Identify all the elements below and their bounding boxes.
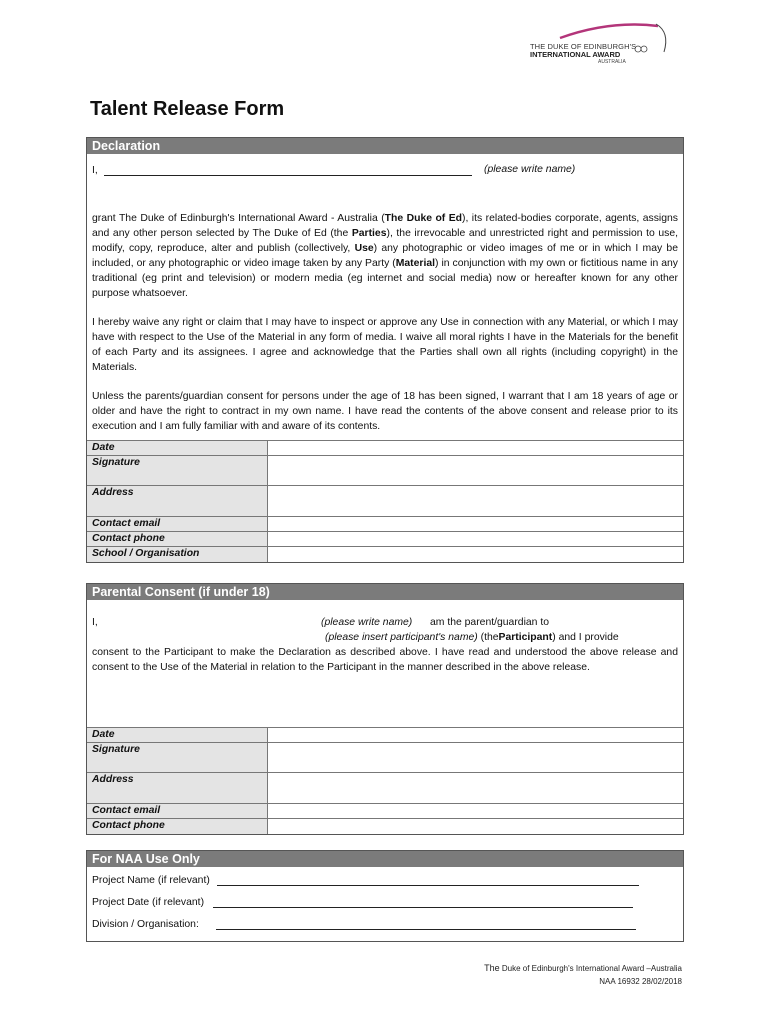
table-row bbox=[87, 547, 683, 562]
declaration-name-line bbox=[92, 164, 678, 179]
table-row bbox=[87, 532, 683, 547]
parent-field-label-contact-email: Contact email bbox=[87, 804, 267, 819]
table-row bbox=[87, 819, 683, 834]
parental-line-2 bbox=[92, 630, 678, 645]
footer-line1 bbox=[484, 963, 682, 973]
table-row bbox=[87, 804, 683, 819]
project-date-label: Project Date (if relevant) bbox=[92, 897, 205, 908]
contact-phone-field[interactable] bbox=[267, 532, 683, 547]
naa-row-project-date bbox=[92, 897, 678, 919]
p1-bold-use: Use bbox=[354, 243, 374, 254]
naa-row-project-name bbox=[92, 875, 678, 897]
field-label-signature: Signature bbox=[87, 456, 267, 486]
p1-text-c: ), its related-bodies corporate, agents, assigns and any other person selected by The Duke of Ed (the bbox=[92, 213, 678, 239]
declaration-paragraph-2: I hereby waive any right or claim that I may have to inspect or approve any Use in connection with any Material, or which I may have with respect to the Use of the Material in any form of media. I waive all moral rights I have in the Materials for the benefit of each Party and its assignees. I agree and acknowledge that the Parties shall own all rights (including copyright) in the Materials. bbox=[92, 317, 678, 373]
declaration-paragraph-1 bbox=[92, 211, 678, 301]
p1-text-e: ), the irrevocable and unrestricted right and permission to use, modify, copy, reproduce, alter and publish (collectively, bbox=[92, 228, 678, 254]
parent-field-label-signature: Signature bbox=[87, 743, 267, 773]
parental-line-1 bbox=[92, 615, 678, 630]
logo-line1: THE DUKE OF EDINBURGH'S bbox=[530, 42, 637, 51]
footer-org-name: Duke of Edinburgh's International Award –Australia bbox=[501, 964, 682, 973]
duke-of-ed-logo bbox=[520, 18, 680, 70]
naa-body bbox=[87, 867, 683, 941]
table-row bbox=[87, 441, 683, 456]
parent-field-label-contact-phone: Contact phone bbox=[87, 819, 267, 834]
table-row bbox=[87, 773, 683, 804]
project-name-field[interactable] bbox=[217, 875, 639, 886]
signature-field[interactable] bbox=[267, 456, 683, 486]
parental-consent-header: Parental Consent (if under 18) bbox=[87, 584, 683, 600]
parental-am-text: am the parent/guardian to bbox=[430, 617, 549, 628]
parental-fields-table bbox=[87, 727, 683, 834]
logo-line3: AUSTRALIA bbox=[598, 59, 626, 65]
declaration-header: Declaration bbox=[87, 138, 683, 154]
project-name-label: Project Name (if relevant) bbox=[92, 875, 210, 886]
parental-provide-text: ) and I provide bbox=[552, 632, 619, 643]
naa-row-division bbox=[92, 919, 678, 941]
division-label: Division / Organisation: bbox=[92, 919, 199, 930]
parent-field-label-date: Date bbox=[87, 728, 267, 743]
footer-the: The bbox=[484, 963, 500, 973]
table-row bbox=[87, 743, 683, 773]
p1-text-g: ) any photographic or video images of me or in which I may be included, or any photographic or video image taken by any Party ( bbox=[92, 243, 678, 269]
parent-address-field[interactable] bbox=[267, 773, 683, 804]
field-label-address: Address bbox=[87, 486, 267, 517]
declaration-name-hint: (please write name) bbox=[484, 164, 576, 175]
p1-bold-parties: Parties bbox=[351, 228, 387, 239]
field-label-contact-email: Contact email bbox=[87, 517, 267, 532]
declaration-section bbox=[86, 137, 684, 563]
naa-header: For NAA Use Only bbox=[87, 851, 683, 867]
school-organisation-field[interactable] bbox=[267, 547, 683, 562]
division-field[interactable] bbox=[216, 919, 636, 930]
footer-line2: NAA 16932 28/02/2018 bbox=[599, 977, 682, 986]
p1-text-i: ) in conjunction with my own or fictitious name in any traditional (eg print and television) or modern media (eg internet and social media) now or hereafter known for any other purpose whatsoever. bbox=[92, 258, 678, 299]
p1-bold-material: Material bbox=[395, 258, 436, 269]
field-label-date: Date bbox=[87, 441, 267, 456]
declaration-i-prefix: I, bbox=[92, 165, 98, 176]
table-row bbox=[87, 517, 683, 532]
table-row bbox=[87, 456, 683, 486]
participant-word: Participant bbox=[498, 632, 553, 643]
parent-date-field[interactable] bbox=[267, 728, 683, 743]
parental-body bbox=[87, 600, 683, 727]
declaration-paragraph-3: Unless the parents/guardian consent for persons under the age of 18 has been signed, I warrant that I am 18 years of age or older and have the right to contract in my own name. I have read the contents of the above consent and release prior to its execution and I am fully familiar with and aware of its contents. bbox=[92, 391, 678, 432]
parental-i-prefix: I, bbox=[92, 617, 98, 628]
p1-text-a: grant The Duke of Edinburgh's International Award - Australia ( bbox=[92, 213, 385, 224]
contact-email-field[interactable] bbox=[267, 517, 683, 532]
parent-signature-field[interactable] bbox=[267, 743, 683, 773]
project-date-field[interactable] bbox=[213, 897, 633, 908]
page-title: Talent Release Form bbox=[90, 98, 285, 120]
field-label-contact-phone: Contact phone bbox=[87, 532, 267, 547]
table-row bbox=[87, 486, 683, 517]
declaration-fields-table bbox=[87, 440, 683, 562]
parental-consent-section bbox=[86, 583, 684, 835]
address-field[interactable] bbox=[267, 486, 683, 517]
naa-use-section bbox=[86, 850, 684, 942]
declaration-name-input[interactable] bbox=[104, 164, 472, 176]
date-field[interactable] bbox=[267, 441, 683, 456]
p1-bold-duke: The Duke of Ed bbox=[384, 213, 462, 224]
field-label-school: School / Organisation bbox=[87, 547, 267, 562]
parent-contact-email-field[interactable] bbox=[267, 804, 683, 819]
logo-line2: INTERNATIONAL AWARD bbox=[530, 50, 621, 59]
parental-the-text: (the bbox=[480, 632, 499, 643]
participant-hint: (please insert participant's name) bbox=[325, 632, 478, 643]
parental-paragraph: consent to the Participant to make the Declaration as described above. I have read and understood the above release and consent to the Use of the Material in relation to the Participant in the manner described in the above release. bbox=[92, 647, 678, 673]
parent-field-label-address: Address bbox=[87, 773, 267, 804]
table-row bbox=[87, 728, 683, 743]
declaration-body bbox=[87, 154, 683, 440]
parent-contact-phone-field[interactable] bbox=[267, 819, 683, 834]
parental-name-hint: (please write name) bbox=[321, 617, 413, 628]
